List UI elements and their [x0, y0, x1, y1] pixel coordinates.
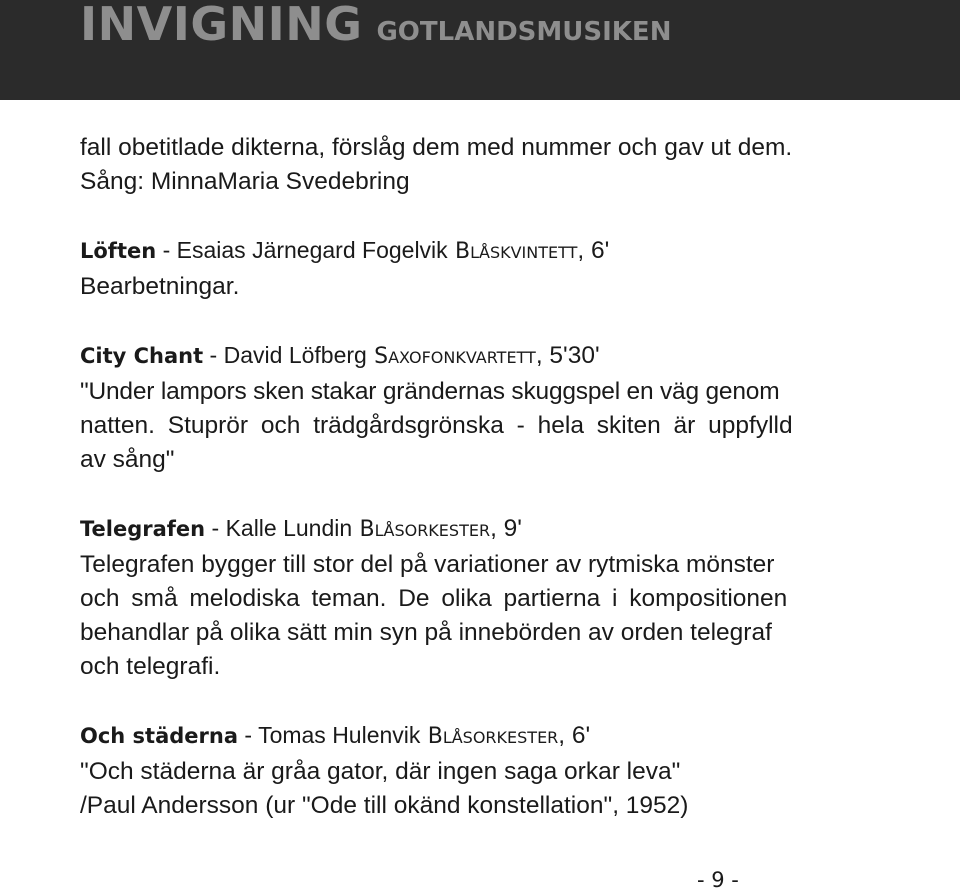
ensemble-rest: AXOFONKVARTETT: [388, 348, 536, 367]
page-number: - 9 -: [697, 868, 739, 892]
piece-description-line: av sång": [80, 446, 175, 473]
piece-heading: [80, 233, 880, 270]
piece-duration: , 6': [577, 237, 610, 264]
program-text: [80, 131, 880, 823]
piece-ensemble: [359, 517, 490, 542]
piece-title: Löften: [80, 239, 157, 263]
piece-heading: [80, 511, 880, 548]
piece-description-line: /Paul Andersson (ur "Ode till okänd konstellation", 1952): [80, 792, 689, 819]
piece-description-line: "Och städerna är gråa gator, där ingen saga orkar leva": [80, 758, 681, 785]
ensemble-rest: LÅSKVINTETT: [470, 243, 578, 262]
piece-separator: -: [203, 342, 224, 368]
piece-heading: [80, 338, 880, 375]
piece-description-line: "Under lampors sken stakar grändernas skuggspel en väg genom: [80, 378, 780, 405]
page-header: [0, 0, 960, 100]
piece-duration: , 9': [490, 515, 522, 542]
piece-description-line: och telegrafi.: [80, 653, 221, 680]
piece-heading: [80, 718, 880, 755]
piece-title: City Chant: [80, 344, 204, 368]
piece-description-line: behandlar på olika sätt min syn på innebörden av orden telegraf: [80, 619, 772, 646]
intro-line: fall obetitlade dikterna, förslåg dem med nummer och gav ut dem.: [80, 134, 793, 161]
header-subtitle: GOTLANDSMUSIKEN: [376, 17, 672, 47]
piece-ensemble: [374, 344, 536, 369]
piece-composer: Tomas Hulenvik: [258, 722, 421, 748]
ensemble-initial: S: [374, 344, 389, 369]
piece-title: Telegrafen: [80, 517, 206, 541]
header-text: [80, 0, 672, 51]
header-title: INVIGNING: [80, 0, 363, 51]
piece-duration: , 6': [558, 722, 591, 749]
piece-description-line: Telegrafen bygger till stor del på variationer av rytmiska mönster: [80, 551, 775, 578]
ensemble-rest: LÅSORKESTER: [374, 521, 491, 540]
piece-description-line: och små melodiska teman. De olika partierna i kompositionen: [80, 585, 788, 612]
ensemble-rest: LÅSORKESTER: [442, 728, 559, 747]
ensemble-initial: B: [427, 724, 443, 749]
piece-ensemble: [428, 724, 559, 749]
piece-separator: -: [205, 515, 226, 541]
piece-separator: -: [156, 237, 177, 263]
piece-duration: , 5'30': [535, 342, 600, 369]
piece-description-line: natten. Stuprör och trädgårdsgrönska - hela skiten är uppfylld: [80, 412, 793, 439]
piece-description-line: Bearbetningar.: [80, 273, 240, 300]
ensemble-initial: B: [359, 517, 375, 542]
intro-singer: Sång: MinnaMaria Svedebring: [80, 168, 410, 195]
piece-composer: David Löfberg: [223, 342, 367, 368]
piece-composer: Esaias Järnegard Fogelvik: [176, 237, 448, 263]
ensemble-initial: B: [454, 239, 471, 264]
piece-composer: Kalle Lundin: [225, 515, 353, 541]
piece-ensemble: [455, 239, 577, 264]
piece-separator: -: [238, 722, 259, 748]
piece-title: Och städerna: [80, 724, 239, 748]
